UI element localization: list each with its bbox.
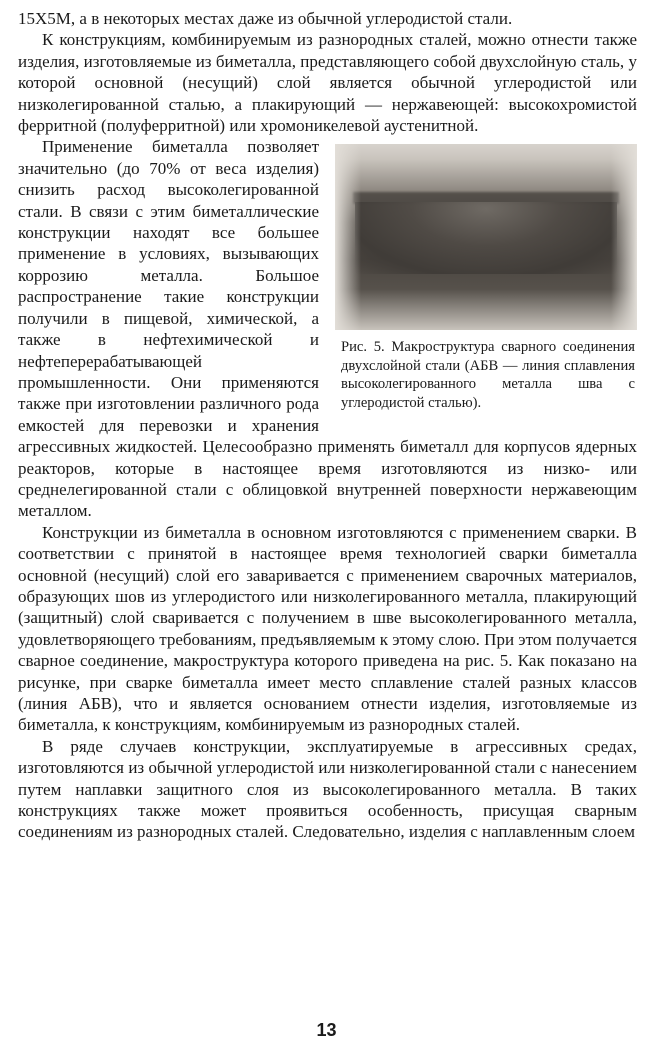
paragraph-3: Применение биметалла позволяет значительно (до 70% от веса изделия) снизить расход высоколегированной стали. В связи с этим биметаллические конструкции находят все большее применение в условиях, вызывающих коррозию металла. Большое распространение такие конструкции получили в пищевой, химической, а также в нефтехимической и нефтеперерабатывающей промышленности. Они применяются также при изготовлении различного рода емкостей для перевозки и хранения агрессивных жидкостей. Целесообразно применять биметалл для корпусов ядерных реакторов, которые в настоящее время изготовляются из низко- или среднелегированной стали с облицовкой внутренней поверхности нержавеющим металлом. bbox=[18, 137, 637, 521]
paragraph-4: Конструкции из биметалла в основном изготовляются с применением сварки. В соответствии с принятой в настоящее время технологией сварки биметалла основной (несущий) слой его заваривается с применением сварочных материалов, образующих шов из углеродистого или низколегированного металла, плакирующий (защитный) слой сваривается с получением в шве высоколегированного металла, удовлетворяющего требованиям, предъявляемым к этому слою. При этом получается сварное соединение, макроструктура которого приведена на рис. 5. Как показано на рисунке, при сварке биметалла имеет место сплавление сталей разных классов (линия АБВ), что и является основанием отнести изделия, изготовляемые из биметалла, к конструкциям, комбинируемым из разнородных сталей. bbox=[18, 522, 637, 735]
paragraph-5: В ряде случаев конструкции, эксплуатируемые в агрессивных средах, изготовляются из обычной углеродистой или низколегированной стали с нанесением путем наплавки защитного слоя из высоколегированного металла. В таких конструкциях также может проявиться особенность, присущая сварным соединениям из разнородных сталей. Следовательно, изделия с наплавленным слоем bbox=[18, 736, 637, 842]
figure-5 bbox=[335, 144, 637, 412]
paragraph-1: 15Х5М, а в некоторых местах даже из обычной углеродистой стали. bbox=[18, 9, 513, 28]
macrostructure-photo bbox=[335, 144, 637, 330]
page-number: 13 bbox=[316, 1020, 337, 1040]
figure-caption: Рис. 5. Макроструктура сварного соединения двухслойной стали (АБВ — линия сплавления высоколегированного металла шва с углеродистой сталью). bbox=[341, 339, 635, 411]
paragraph-2: К конструкциям, комбинируемым из разнородных сталей, можно отнести также изделия, изготовляемые из биметалла, представляющего собой двухслойную сталь, у которой основной (несущий) слой является обычной углеродистой или низколегированной сталью, а плакирующий — нержавеющей: высокохромистой ферритной (полуферритной) или хромоникелевой аустенитной. bbox=[18, 30, 637, 136]
paragraph-with-figure bbox=[18, 136, 637, 521]
photo-left-edge bbox=[335, 144, 361, 330]
photo-right-edge bbox=[611, 144, 637, 330]
fusion-zone bbox=[355, 202, 617, 274]
